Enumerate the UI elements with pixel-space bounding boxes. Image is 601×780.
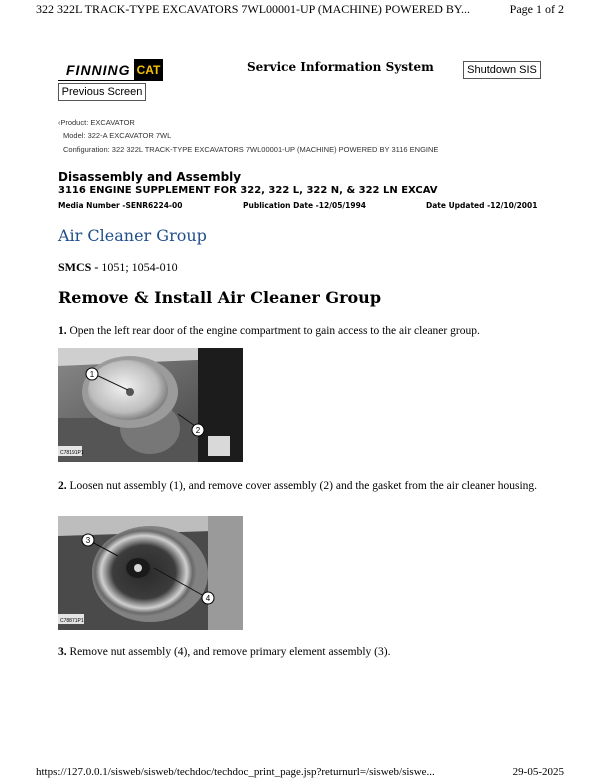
page-number: Page 1 of 2	[509, 2, 564, 16]
step-number: 2.	[58, 480, 67, 492]
footer-date: 29-05-2025	[512, 766, 564, 778]
date-updated: Date Updated -12/10/2001	[426, 201, 538, 210]
print-title: 322 322L TRACK-TYPE EXCAVATORS 7WL00001-UP (MACHINE) POWERED BY...	[36, 2, 471, 16]
model-line: Model: 322-A EXCAVATOR 7WL	[63, 131, 172, 140]
step-3	[58, 645, 538, 659]
smcs-label: SMCS -	[58, 260, 102, 274]
product-line	[58, 118, 135, 127]
logo-divider	[58, 80, 150, 81]
callout-4: 4	[205, 594, 211, 603]
step-1	[58, 324, 538, 338]
smcs-line	[58, 260, 178, 275]
section-title: Remove & Install Air Cleaner Group	[58, 288, 381, 307]
figure-primary-element	[58, 516, 243, 630]
product-text: Product: EXCAVATOR	[60, 118, 135, 127]
smcs-value: 1051; 1054-010	[101, 260, 178, 274]
figure-2-code: C78871P1	[60, 618, 84, 624]
cat-logo-text: CAT	[134, 59, 164, 81]
document-subheading: 3116 ENGINE SUPPLEMENT FOR 322, 322 L, 322 N, & 322 LN EXCAV	[58, 185, 438, 196]
step-text: Loosen nut assembly (1), and remove cover assembly (2) and the gasket from the air cleaner housing.	[66, 480, 538, 492]
step-text: Open the left rear door of the engine compartment to gain access to the air cleaner group.	[66, 325, 480, 337]
figure-1-overlay	[58, 348, 243, 462]
publication-date: Publication Date -12/05/1994	[243, 201, 367, 210]
callout-3: 3	[85, 536, 91, 545]
figure-air-cleaner-cover	[58, 348, 243, 462]
callout-2: 2	[195, 426, 201, 435]
callout-1: 1	[89, 370, 95, 379]
back-arrow-icon[interactable]: ‹	[58, 120, 61, 127]
step-2	[58, 479, 538, 493]
document-heading: Disassembly and Assembly	[58, 170, 242, 184]
step-number: 3.	[58, 646, 67, 658]
group-title: Air Cleaner Group	[58, 226, 207, 245]
shutdown-sis-button[interactable]: Shutdown SIS	[463, 61, 541, 79]
figure-2-overlay	[58, 516, 243, 630]
step-number: 1.	[58, 325, 67, 337]
previous-screen-button[interactable]: Previous Screen	[58, 83, 146, 101]
step-text: Remove nut assembly (4), and remove primary element assembly (3).	[66, 646, 391, 658]
footer-url: https://127.0.0.1/sisweb/sisweb/techdoc/techdoc_print_page.jsp?returnurl=/sisweb/siswe...	[36, 766, 435, 778]
configuration-line: Configuration: 322 322L TRACK-TYPE EXCAVATORS 7WL00001-UP (MACHINE) POWERED BY 3116 ENGINE	[63, 145, 439, 154]
sis-title: Service Information System	[247, 60, 434, 74]
figure-1-code: C78191P1	[60, 450, 84, 456]
finning-logo-text: FINNING	[66, 62, 131, 78]
finning-cat-logo	[66, 59, 163, 81]
media-number: Media Number -SENR6224-00	[58, 201, 183, 210]
